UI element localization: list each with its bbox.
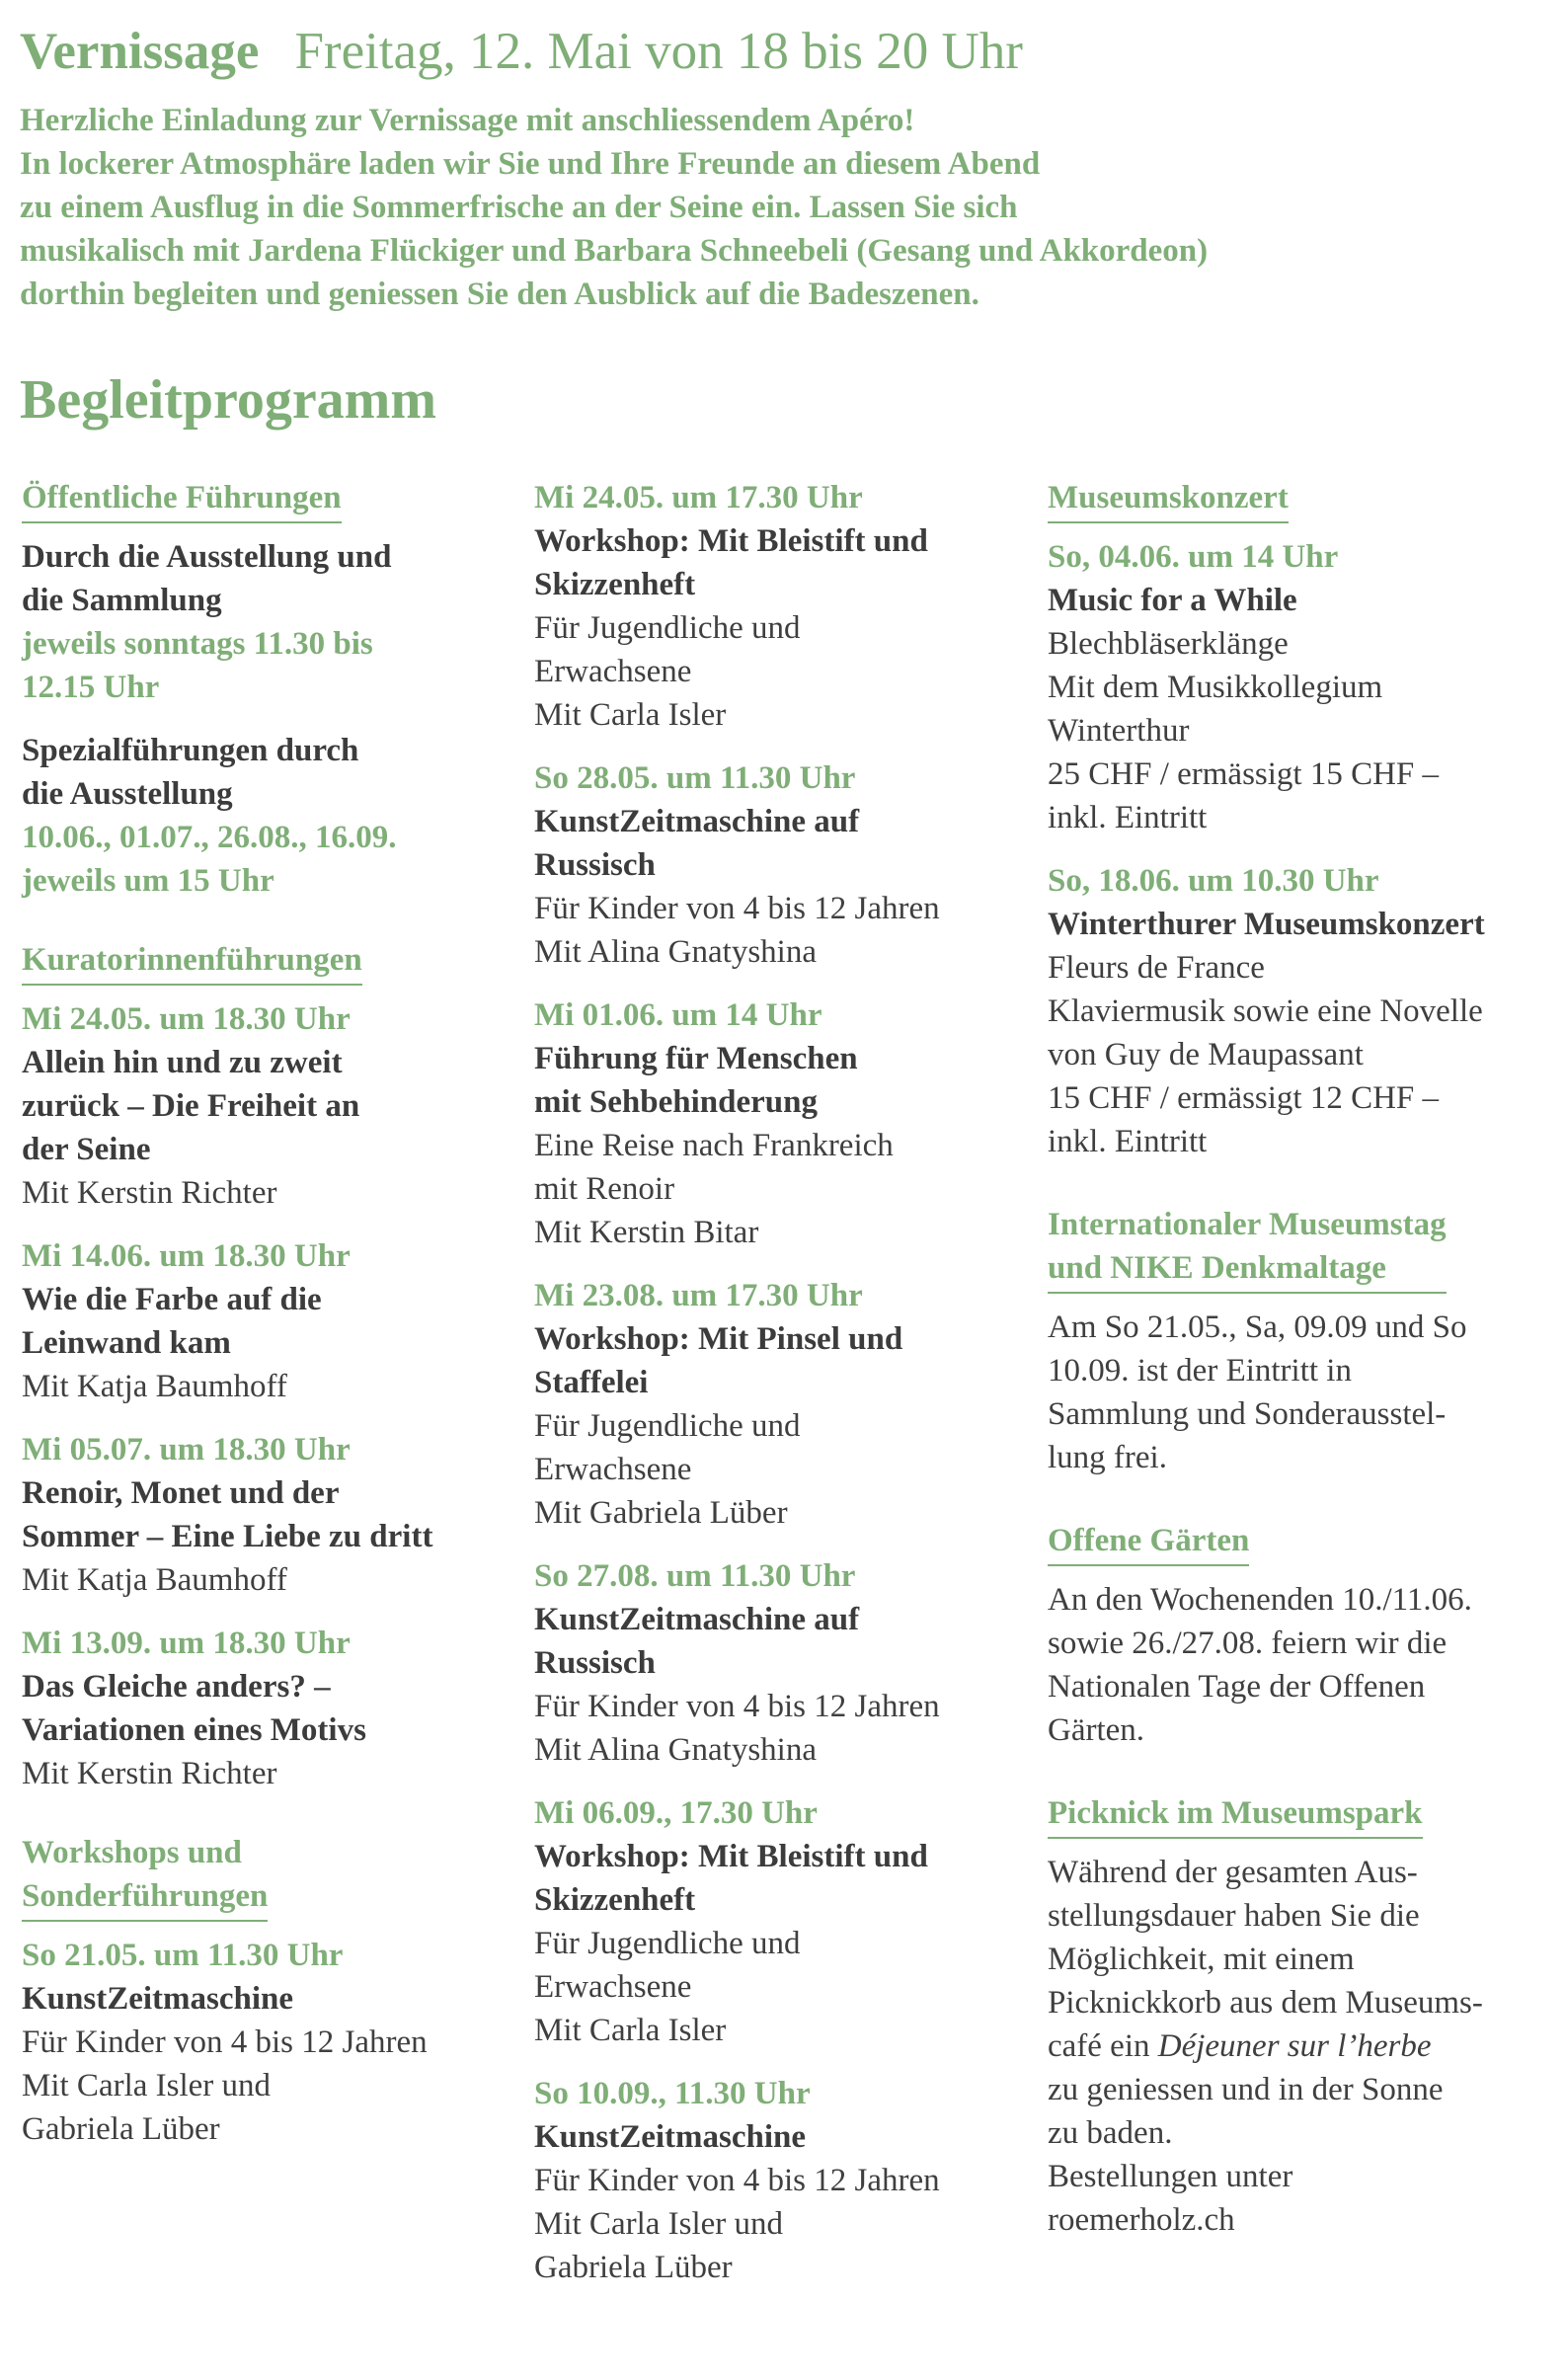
event-detail: Für Kinder von 4 bis 12 Jahren (534, 2163, 940, 2198)
info-line: Am So 21.05., Sa, 09.09 und So (1048, 1309, 1467, 1345)
event-title: Sommer – Eine Liebe zu dritt (22, 1519, 433, 1554)
heading-line: Museumskonzert (1048, 480, 1289, 516)
intro-line: musikalisch mit Jardena Flückiger und Barbara Schneebeli (Gesang und Akkordeon) (20, 233, 1209, 269)
event-date: Mi 06.09., 17.30 Uhr (534, 1795, 818, 1831)
section-heading-fuehrungen (22, 476, 342, 523)
vernissage-header (20, 22, 1023, 81)
event-title: Das Gleiche anders? – (22, 1669, 331, 1705)
info-line: sowie 26./27.08. feiern wir die (1048, 1626, 1448, 1661)
event-detail: Fleurs de France (1048, 950, 1265, 986)
event-date: So, 04.06. um 14 Uhr (1048, 539, 1339, 575)
event-detail: von Guy de Maupassant (1048, 1037, 1364, 1072)
event-date: jeweils um 15 Uhr (22, 863, 274, 899)
heading-line: Picknick im Museumspark (1048, 1795, 1423, 1831)
info-line: Picknickkorb aus dem Museums- (1048, 1985, 1483, 2021)
event-title: Staffelei (534, 1365, 649, 1400)
section-heading-gaerten (1048, 1519, 1249, 1566)
event-title: Skizzenheft (534, 567, 696, 602)
heading-line: Öffentliche Führungen (22, 480, 342, 516)
event-detail: Mit Alina Gnatyshina (534, 1732, 817, 1768)
event-title: KunstZeitmaschine auf (534, 804, 860, 839)
event-detail: Mit Kerstin Richter (22, 1175, 277, 1211)
event-date: Mi 24.05. um 17.30 Uhr (534, 480, 863, 516)
event-title: Durch die Ausstellung und (22, 539, 392, 575)
intro-line: dorthin begleiten und geniessen Sie den Ausblick auf die Badeszenen. (20, 277, 979, 312)
event-title: der Seine (22, 1132, 151, 1167)
event-item (534, 476, 1018, 737)
event-detail: Für Jugendliche und (534, 1408, 801, 1444)
event-detail: mit Renoir (534, 1171, 675, 1207)
info-line: zu geniessen und in der Sonne (1048, 2072, 1444, 2107)
info-line: lung frei. (1048, 1440, 1167, 1475)
event-detail: Für Jugendliche und (534, 1926, 801, 1961)
event-item (1048, 859, 1561, 1163)
event-detail: Gabriela Lüber (534, 2250, 733, 2285)
section-heading-kurator (22, 938, 362, 986)
artwork-title: Déjeuner sur l’herbe (1157, 2028, 1432, 2064)
event-title: Russisch (534, 1645, 656, 1681)
event-title: Music for a While (1048, 583, 1297, 618)
heading-line: Offene Gärten (1048, 1523, 1250, 1558)
event-detail: Blechbläserklänge (1048, 626, 1289, 662)
event-detail: Mit Carla Isler (534, 697, 727, 733)
event-title: Leinwand kam (22, 1325, 231, 1361)
event-title: Spezialführungen durch (22, 733, 359, 768)
event-item (22, 729, 506, 903)
website-link[interactable]: roemerholz.ch (1048, 2202, 1235, 2238)
event-detail: Eine Reise nach Frankreich (534, 1128, 894, 1163)
section-heading-museumstag (1048, 1203, 1447, 1294)
event-date: So 21.05. um 11.30 Uhr (22, 1938, 344, 1973)
event-item (534, 2072, 1018, 2289)
event-item (534, 756, 1018, 974)
event-date: So, 18.06. um 10.30 Uhr (1048, 863, 1379, 899)
event-date: jeweils sonntags 11.30 bis (22, 626, 373, 662)
event-date: Mi 24.05. um 18.30 Uhr (22, 1001, 351, 1037)
intro-line: zu einem Ausflug in die Sommerfrische an der Seine ein. Lassen Sie sich (20, 190, 1018, 225)
event-title: Variationen eines Motivs (22, 1712, 366, 1748)
event-title: KunstZeitmaschine (22, 1981, 294, 2017)
event-title: Allein hin und zu zweit (22, 1045, 343, 1080)
event-detail: 25 CHF / ermässigt 15 CHF – (1048, 756, 1440, 792)
section-heading-workshops (22, 1831, 268, 1922)
info-line: Während der gesamten Aus- (1048, 1855, 1418, 1890)
event-detail: Gabriela Lüber (22, 2111, 220, 2147)
column-right (1048, 476, 1561, 2261)
event-item (22, 1622, 506, 1795)
event-date: Mi 05.07. um 18.30 Uhr (22, 1432, 351, 1468)
event-title: Workshop: Mit Bleistift und (534, 523, 928, 559)
info-line: Nationalen Tage der Offenen (1048, 1669, 1426, 1705)
info-line: Sammlung und Sonderausstel- (1048, 1396, 1447, 1432)
event-item (534, 993, 1018, 1254)
event-title: Russisch (534, 847, 656, 883)
column-left (22, 476, 506, 2171)
section-heading-konzert (1048, 476, 1289, 523)
event-title: Workshop: Mit Pinsel und (534, 1321, 903, 1357)
vernissage-intro (20, 99, 1501, 316)
event-title: KunstZeitmaschine (534, 2119, 807, 2155)
event-detail: inkl. Eintritt (1048, 1124, 1208, 1159)
info-text (1048, 1306, 1561, 1479)
event-detail: Mit Katja Baumhoff (22, 1562, 287, 1598)
info-line (1048, 2024, 1561, 2068)
event-title: zurück – Die Freiheit an (22, 1088, 360, 1124)
event-item (1048, 535, 1561, 839)
info-text (1048, 1578, 1561, 1752)
info-line: Möglichkeit, mit einem (1048, 1942, 1355, 1977)
vernissage-title: Vernissage (20, 23, 260, 80)
cafe-prefix: café ein (1048, 2028, 1158, 2064)
event-detail: Für Kinder von 4 bis 12 Jahren (22, 2024, 428, 2060)
event-detail: Mit Kerstin Richter (22, 1756, 277, 1791)
event-date: Mi 01.06. um 14 Uhr (534, 997, 822, 1033)
event-title: KunstZeitmaschine auf (534, 1602, 860, 1637)
heading-line: Kuratorinnenführungen (22, 942, 362, 978)
event-detail: Klaviermusik sowie eine Novelle (1048, 993, 1483, 1029)
event-title: mit Sehbehinderung (534, 1084, 818, 1120)
event-item (22, 1934, 506, 2151)
info-line: Bestellungen unter (1048, 2159, 1293, 2194)
event-detail: Mit dem Musikkollegium (1048, 670, 1383, 705)
event-item (22, 535, 506, 709)
event-date: So 27.08. um 11.30 Uhr (534, 1558, 856, 1594)
event-item (22, 1234, 506, 1408)
event-date: So 28.05. um 11.30 Uhr (534, 760, 856, 796)
event-detail: Winterthur (1048, 713, 1190, 749)
event-item (22, 997, 506, 1215)
heading-line: und NIKE Denkmaltage (1048, 1250, 1386, 1286)
event-title: Wie die Farbe auf die (22, 1282, 322, 1317)
intro-line: In lockerer Atmosphäre laden wir Sie und Ihre Freunde an diesem Abend (20, 146, 1041, 182)
event-detail: Mit Kerstin Bitar (534, 1215, 759, 1250)
event-date: Mi 13.09. um 18.30 Uhr (22, 1626, 351, 1661)
program-title: Begleitprogramm (20, 369, 436, 431)
info-text (1048, 1851, 1561, 2242)
heading-line: Workshops und (22, 1835, 242, 1870)
event-item (534, 1554, 1018, 1772)
event-detail: Mit Gabriela Lüber (534, 1495, 788, 1531)
info-line: stellungsdauer haben Sie die (1048, 1898, 1420, 1934)
event-date: Mi 14.06. um 18.30 Uhr (22, 1238, 351, 1274)
heading-line: Internationaler Museumstag (1048, 1207, 1447, 1242)
event-detail: Mit Katja Baumhoff (22, 1369, 287, 1404)
info-line: Gärten. (1048, 1712, 1145, 1748)
section-heading-picknick (1048, 1791, 1423, 1839)
event-detail: Für Kinder von 4 bis 12 Jahren (534, 891, 940, 926)
event-detail: Erwachsene (534, 1969, 692, 2005)
column-middle (534, 476, 1018, 2309)
event-detail: Erwachsene (534, 654, 692, 689)
event-detail: Für Kinder von 4 bis 12 Jahren (534, 1689, 940, 1724)
event-date: Mi 23.08. um 17.30 Uhr (534, 1278, 863, 1313)
event-title: Führung für Menschen (534, 1041, 858, 1076)
event-date: 12.15 Uhr (22, 670, 160, 705)
event-detail: Für Jugendliche und (534, 610, 801, 646)
event-title: die Ausstellung (22, 776, 233, 812)
info-line: 10.09. ist der Eintritt in (1048, 1353, 1352, 1388)
event-date: So 10.09., 11.30 Uhr (534, 2076, 811, 2111)
event-item (534, 1791, 1018, 2052)
event-item (22, 1428, 506, 1602)
event-detail: Mit Carla Isler und (534, 2206, 784, 2242)
event-date: 10.06., 01.07., 26.08., 16.09. (22, 820, 397, 855)
info-line: zu baden. (1048, 2115, 1173, 2151)
event-detail: Erwachsene (534, 1452, 692, 1487)
vernissage-date: Freitag, 12. Mai von 18 bis 20 Uhr (294, 23, 1023, 80)
heading-line: Sonderführungen (22, 1878, 269, 1914)
event-detail: Mit Alina Gnatyshina (534, 934, 817, 970)
event-detail: Mit Carla Isler (534, 2013, 727, 2048)
event-title: die Sammlung (22, 583, 222, 618)
event-title: Winterthurer Museumskonzert (1048, 907, 1485, 942)
event-item (534, 1274, 1018, 1535)
event-title: Workshop: Mit Bleistift und (534, 1839, 928, 1874)
event-title: Renoir, Monet und der (22, 1475, 340, 1511)
intro-line: Herzliche Einladung zur Vernissage mit anschliessendem Apéro! (20, 103, 915, 138)
event-detail: 15 CHF / ermässigt 12 CHF – (1048, 1080, 1440, 1116)
event-detail: inkl. Eintritt (1048, 800, 1208, 835)
info-line: An den Wochenenden 10./11.06. (1048, 1582, 1472, 1618)
event-detail: Mit Carla Isler und (22, 2068, 272, 2103)
event-title: Skizzenheft (534, 1882, 696, 1918)
